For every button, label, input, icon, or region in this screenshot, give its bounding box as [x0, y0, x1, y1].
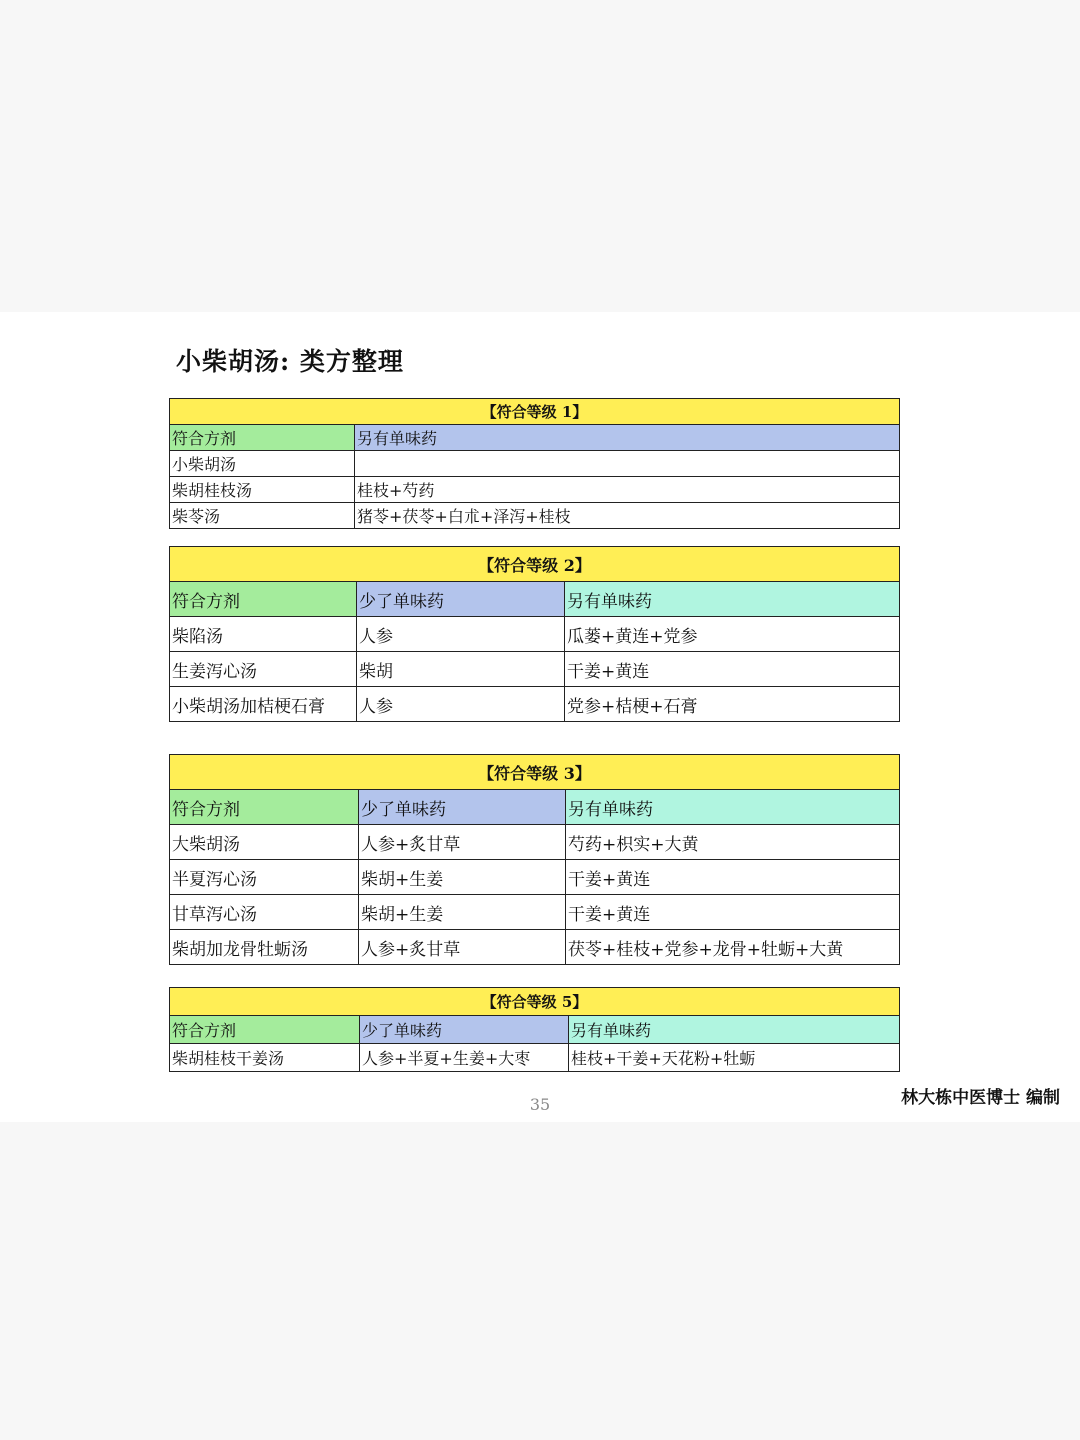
formula-cell: 甘草泻心汤 — [170, 895, 359, 930]
column-header-row — [170, 425, 900, 451]
missing-herbs-cell: 人参 — [357, 687, 565, 722]
formula-cell: 柴胡桂枝干姜汤 — [170, 1044, 360, 1072]
formula-cell: 大柴胡汤 — [170, 825, 359, 860]
grade-header: 【符合等级 1】 — [170, 399, 900, 425]
column-header-missing-herbs: 少了单味药 — [360, 1016, 569, 1044]
table-row — [170, 477, 900, 503]
missing-herbs-cell: 柴胡 — [357, 652, 565, 687]
extra-herbs-cell: 芍药+枳实+大黄 — [566, 825, 900, 860]
grade-1-table — [169, 398, 900, 529]
table-row — [170, 1044, 900, 1072]
page-title: 小柴胡汤: 类方整理 — [176, 347, 404, 376]
extra-herbs-cell: 干姜+黄连 — [566, 895, 900, 930]
grade-header: 【符合等级 2】 — [170, 547, 900, 582]
bottom-margin — [0, 1122, 1080, 1440]
extra-herbs-cell: 茯苓+桂枝+党参+龙骨+牡蛎+大黄 — [566, 930, 900, 965]
formula-cell: 半夏泻心汤 — [170, 860, 359, 895]
table-header-row — [170, 399, 900, 425]
grade-5-table — [169, 987, 900, 1072]
table-row — [170, 895, 900, 930]
table-row — [170, 860, 900, 895]
top-margin — [0, 0, 1080, 312]
extra-herbs-cell: 瓜蒌+黄连+党参 — [565, 617, 900, 652]
column-header-formula: 符合方剂 — [170, 790, 359, 825]
table-row — [170, 825, 900, 860]
table-row — [170, 451, 900, 477]
formula-cell: 小柴胡汤 — [170, 451, 355, 477]
table-header-row — [170, 988, 900, 1016]
column-header-formula: 符合方剂 — [170, 582, 357, 617]
column-header-formula: 符合方剂 — [170, 425, 355, 451]
table-row — [170, 503, 900, 529]
missing-herbs-cell: 人参+炙甘草 — [359, 825, 566, 860]
extra-herbs-cell: 猪苓+茯苓+白朮+泽泻+桂枝 — [355, 503, 900, 529]
column-header-missing-herbs: 少了单味药 — [359, 790, 566, 825]
extra-herbs-cell: 干姜+黄连 — [566, 860, 900, 895]
author-credit: 林大栋中医博士 编制 — [901, 1088, 1060, 1108]
grade-header: 【符合等级 3】 — [170, 755, 900, 790]
column-header-extra-herbs: 另有单味药 — [566, 790, 900, 825]
extra-herbs-cell: 干姜+黄连 — [565, 652, 900, 687]
formula-cell: 生姜泻心汤 — [170, 652, 357, 687]
formula-cell: 柴陷汤 — [170, 617, 357, 652]
formula-cell: 柴胡加龙骨牡蛎汤 — [170, 930, 359, 965]
table-row — [170, 652, 900, 687]
column-header-missing-herbs: 少了单味药 — [357, 582, 565, 617]
formula-cell: 柴胡桂枝汤 — [170, 477, 355, 503]
column-header-extra-herbs: 另有单味药 — [565, 582, 900, 617]
column-header-formula: 符合方剂 — [170, 1016, 360, 1044]
missing-herbs-cell: 人参 — [357, 617, 565, 652]
missing-herbs-cell: 柴胡+生姜 — [359, 860, 566, 895]
table-header-row — [170, 755, 900, 790]
page-number: 35 — [529, 1095, 551, 1114]
formula-cell: 小柴胡汤加桔梗石膏 — [170, 687, 357, 722]
table-row — [170, 617, 900, 652]
grade-3-table — [169, 754, 900, 965]
column-header-extra-herbs: 另有单味药 — [355, 425, 900, 451]
extra-herbs-cell: 桂枝+干姜+天花粉+牡蛎 — [569, 1044, 900, 1072]
extra-herbs-cell: 桂枝+芍药 — [355, 477, 900, 503]
missing-herbs-cell: 人参+半夏+生姜+大枣 — [360, 1044, 569, 1072]
column-header-row — [170, 1016, 900, 1044]
extra-herbs-cell: 党参+桔梗+石膏 — [565, 687, 900, 722]
table-header-row — [170, 547, 900, 582]
formula-cell: 柴苓汤 — [170, 503, 355, 529]
missing-herbs-cell: 人参+炙甘草 — [359, 930, 566, 965]
column-header-row — [170, 582, 900, 617]
table-row — [170, 687, 900, 722]
extra-herbs-cell — [355, 451, 900, 477]
table-row — [170, 930, 900, 965]
missing-herbs-cell: 柴胡+生姜 — [359, 895, 566, 930]
column-header-row — [170, 790, 900, 825]
grade-header: 【符合等级 5】 — [170, 988, 900, 1016]
grade-2-table — [169, 546, 900, 722]
column-header-extra-herbs: 另有单味药 — [569, 1016, 900, 1044]
